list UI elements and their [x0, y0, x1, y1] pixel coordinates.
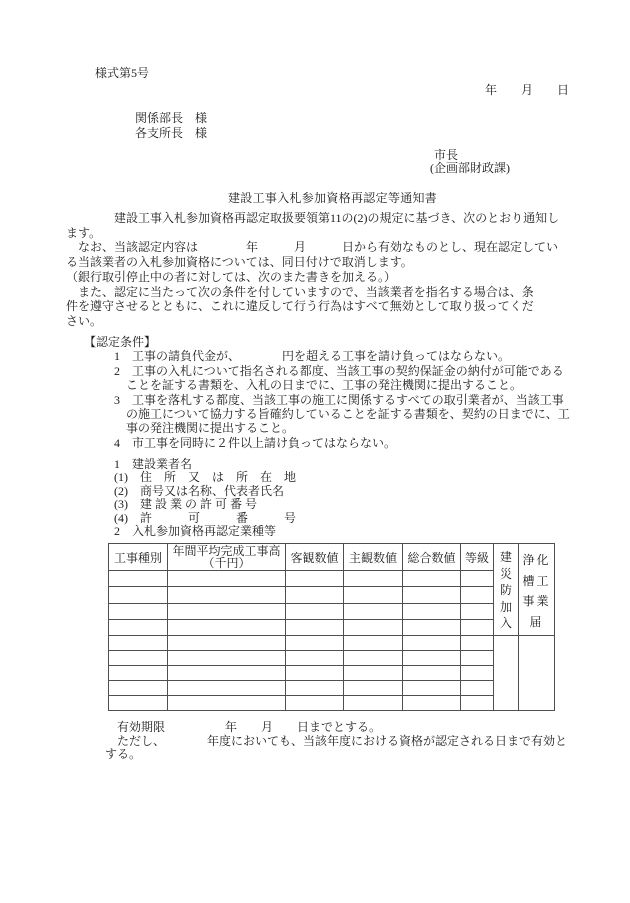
- table-cell: [344, 603, 403, 619]
- header-total-value: 総合数値: [403, 544, 461, 571]
- table-cell: [168, 651, 286, 666]
- table-cell: [403, 587, 461, 603]
- text-line: (2) 商号又は名称、代表者氏名: [66, 483, 284, 498]
- text-line: 各支所長 様: [135, 125, 208, 140]
- text-line: (3) 建 設 業 の 許 可 番 号: [66, 497, 257, 512]
- text-line: 3 工事を落札する都度、当該工事の施工に関係するすべての取引業者が、当該工事: [66, 392, 564, 407]
- table-cell: [344, 619, 403, 635]
- table-cell: [461, 587, 494, 603]
- text-line: 事の発注機関に提出すること。: [66, 421, 295, 436]
- table-cell: [286, 619, 344, 635]
- table-cell: [344, 571, 403, 587]
- document-title: 建設工事入札参加資格再認定等通知書: [228, 191, 438, 205]
- text-line: (1) 住 所 又 は 所 在 地: [66, 470, 296, 485]
- table-cell: [344, 587, 403, 603]
- table-row: [109, 651, 555, 666]
- table-cell: [403, 571, 461, 587]
- validity-note: [105, 721, 567, 762]
- table-row: [109, 696, 555, 711]
- table-cell: [344, 636, 403, 651]
- table-row: [109, 636, 555, 651]
- header-subjective-value: 主観数値: [344, 544, 403, 571]
- table-row: [109, 587, 555, 603]
- table-cell: [109, 666, 168, 681]
- text-line: 1 工事の請負代金が、 円を超える工事を請け負ってはならない。: [66, 349, 511, 364]
- table-cell: [286, 603, 344, 619]
- text-line: 有効期限 年 月 日までとする。: [105, 720, 382, 734]
- table-cell: [403, 696, 461, 711]
- table-cell: [286, 681, 344, 696]
- table-cell: [403, 666, 461, 681]
- header-grade: 等級: [461, 544, 494, 571]
- table-cell: [168, 666, 286, 681]
- text-line: 2 工事の入札について指名される都度、当該工事の契約保証金の納付が可能である: [66, 363, 564, 378]
- table-cell: [286, 571, 344, 587]
- table-cell: [344, 651, 403, 666]
- table-cell: [286, 666, 344, 681]
- table-cell: [286, 587, 344, 603]
- text-line: （銀行取引停止中の者に対しては、次のまた書きを加える。）: [66, 269, 397, 284]
- table-cell: [344, 681, 403, 696]
- text-line: 1 建設業者名: [66, 457, 193, 471]
- header-annual-average-line2: （千円）: [202, 556, 251, 570]
- header-annual-average: [168, 544, 286, 571]
- text-line: 件を遵守させるとともに、これに違反して行う行為はすべて無効として取り扱ってくだ: [66, 299, 534, 314]
- text-line: 2 入札参加資格再認定業種等: [66, 524, 277, 539]
- table-cell: [109, 636, 168, 651]
- header-johkaso-notification: [519, 544, 555, 636]
- text-line: の施工について協力する旨確約していることを証する書類を、契約の日までに、工: [66, 407, 570, 422]
- text-line: 4 市工事を同時に２件以上請け負ってはならない。: [66, 435, 397, 450]
- header-annual-average-line1: 年間平均完成工事高: [172, 543, 281, 558]
- table-cell: [461, 619, 494, 635]
- table-cell: [109, 587, 168, 603]
- kensaibo-vertical-label: 建災防加入: [499, 550, 512, 631]
- table-cell: [168, 681, 286, 696]
- table-cell: [461, 603, 494, 619]
- johkaso-vertical-label: 浄化槽工事業届: [522, 553, 551, 629]
- addressee-list: [135, 111, 207, 140]
- table-cell: [403, 619, 461, 635]
- table-cell: [109, 603, 168, 619]
- table-cell: [344, 696, 403, 711]
- table-cell: [461, 651, 494, 666]
- table-cell: [461, 681, 494, 696]
- text-line: (4) 許 可 番 号: [66, 510, 296, 525]
- table-cell: [109, 651, 168, 666]
- body-paragraphs: [66, 211, 559, 329]
- table-cell: [168, 619, 286, 635]
- table-row: [109, 619, 555, 635]
- text-line: 建設工事入札参加資格再認定取扱要領第11の(2)の規定に基づき、次のとおり通知し: [66, 211, 560, 225]
- text-line: なお、当該認定内容は 年 月 日から有効なものとし、現在認定してい: [66, 240, 559, 255]
- table-cell: [109, 696, 168, 711]
- table-cell: [168, 696, 286, 711]
- johkaso-merged-cell: [519, 636, 555, 711]
- table-cell: [403, 603, 461, 619]
- table-cell: [168, 603, 286, 619]
- table-cell: [286, 651, 344, 666]
- certification-conditions: [66, 335, 570, 450]
- table-cell: [461, 696, 494, 711]
- table-row: [109, 603, 555, 619]
- table-cell: [168, 587, 286, 603]
- table-cell: [168, 571, 286, 587]
- table-row: [109, 571, 555, 587]
- table-row: [109, 666, 555, 681]
- table-cell: [403, 636, 461, 651]
- table-cell: [461, 666, 494, 681]
- text-line: ただし、 年度においても、当該年度における資格が認定される日まで有効と: [105, 733, 568, 748]
- table-cell: [403, 681, 461, 696]
- table-cell: [109, 571, 168, 587]
- sender-department: (企画部財政課): [430, 161, 510, 175]
- sender-title: 市長: [434, 148, 459, 162]
- contractor-info-list: [66, 458, 296, 538]
- table-cell: [109, 619, 168, 635]
- table-cell: [403, 651, 461, 666]
- header-construction-type: 工事種別: [109, 544, 168, 571]
- text-line: また、認定に当たって次の条件を付していますので、当該業者を指名する場合は、条: [66, 284, 534, 299]
- header-objective-value: 客観数値: [286, 544, 344, 571]
- text-line: ことを証する書類を、入札の日までに、工事の発注機関に提出すること。: [66, 378, 523, 393]
- table-cell: [286, 636, 344, 651]
- text-line: する。: [105, 747, 142, 762]
- date-line: 年 月 日: [485, 83, 570, 97]
- table-cell: [461, 571, 494, 587]
- header-kensaibo-membership: [494, 544, 519, 636]
- table-cell: [109, 681, 168, 696]
- qualification-table: [108, 543, 555, 711]
- table-cell: [344, 666, 403, 681]
- text-line: 【認定条件】: [66, 335, 157, 349]
- text-line: さい。: [66, 313, 103, 328]
- text-line: ます。: [66, 225, 102, 240]
- table-cell: [286, 696, 344, 711]
- kensaibo-merged-cell: [494, 636, 519, 711]
- text-line: る当該業者の入札参加資格については、同日付けで取消します。: [66, 255, 413, 270]
- table-row: [109, 681, 555, 696]
- form-number: 様式第5号: [95, 66, 150, 80]
- table-cell: [168, 636, 286, 651]
- text-line: 関係部長 様: [135, 111, 208, 125]
- table-header-row: [109, 544, 555, 571]
- table-cell: [461, 636, 494, 651]
